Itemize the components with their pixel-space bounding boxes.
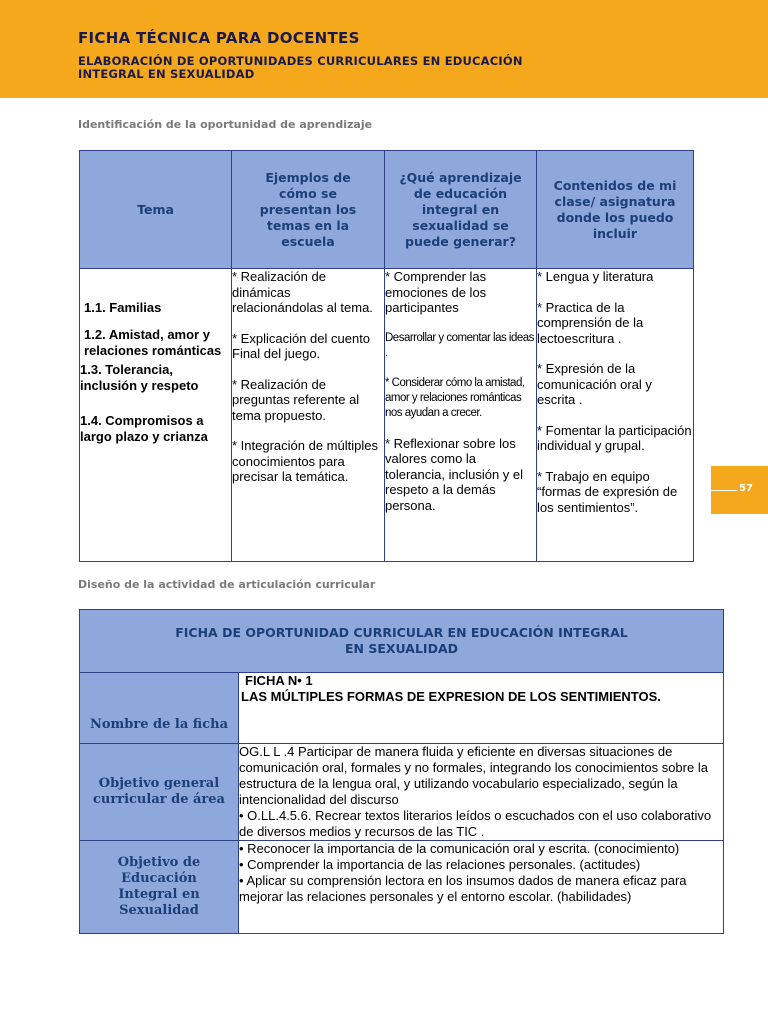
topic-item: 1.2. Amistad, amor y relaciones románticas xyxy=(84,327,222,358)
objetivo-eis-item: • Reconocer la importancia de la comunicación oral y escrita. (conocimiento) xyxy=(239,841,680,856)
curricular-opportunity-table xyxy=(79,609,724,934)
examples-cell xyxy=(232,269,385,562)
section-label-identification: Identificación de la oportunidad de aprendizaje xyxy=(78,118,373,131)
page-header xyxy=(0,0,768,98)
identification-table xyxy=(79,150,694,562)
page-number: 57 xyxy=(739,483,753,494)
content-item: * Practica de la comprensión de la lectoescritura . xyxy=(537,299,644,346)
contents-cell xyxy=(537,269,694,562)
page-subtitle xyxy=(78,55,678,81)
topics-cell xyxy=(80,269,232,562)
topic-item: 1.3. Tolerancia, inclusión y respeto xyxy=(80,362,199,393)
table-title-row xyxy=(80,610,724,673)
page-subtitle-line-1: ELABORACIÓN DE OPORTUNIDADES CURRICULARES EN EDUCACIÓN xyxy=(78,54,523,68)
ficha-name: LAS MÚLTIPLES FORMAS DE EXPRESION DE LOS SENTIMIENTOS. xyxy=(241,689,661,704)
objetivo-general-text: • O.LL.4.5.6. Recrear textos literarios leídos o escuchados con el uso colaborativo de diversos medios y recursos de las TIC . xyxy=(239,808,712,839)
table-title: FICHA DE OPORTUNIDAD CURRICULAR EN EDUCACIÓN INTEGRAL EN SEXUALIDAD xyxy=(80,610,724,673)
table-row xyxy=(80,744,724,841)
content-item: * Lengua y literatura xyxy=(537,269,654,284)
learning-item: * Considerar cómo la amistad, amor y relaciones románticas nos ayudan a crecer. xyxy=(385,376,525,419)
table-header-row xyxy=(80,151,694,269)
content-item: * Fomentar la participación individual y grupal. xyxy=(537,422,692,453)
section-label-design: Diseño de la actividad de articulación curricular xyxy=(78,578,376,591)
objetivo-general-cell xyxy=(239,744,724,841)
objetivo-eis-item: • Aplicar su comprensión lectora en los insumos dados de manera eficaz para mejorar las relaciones personales y el entorno escolar. (habilidades) xyxy=(239,873,687,904)
header-cell-learning: ¿Qué aprendizaje de educación integral en sexualidad se puede generar? xyxy=(385,151,537,269)
example-item: * Realización de preguntas referente al tema propuesto. xyxy=(232,376,360,423)
topic-item: 1.1. Familias xyxy=(84,300,162,315)
learning-item: * Reflexionar sobre los valores como la tolerancia, inclusión y el respeto a la demás persona. xyxy=(385,435,524,513)
table-row xyxy=(80,673,724,744)
topic-item: 1.4. Compromisos a largo plazo y crianza xyxy=(80,413,208,444)
example-item: * Integración de múltiples conocimientos para precisar la temática. xyxy=(232,438,378,484)
learning-item: * Comprender las emociones de los participantes xyxy=(385,269,487,315)
ficha-name-cell xyxy=(239,673,724,744)
table-row xyxy=(80,269,694,562)
objetivo-eis-item: • Comprender la importancia de las relaciones personales. (actitudes) xyxy=(239,857,641,872)
objetivo-general-text: OG.L L .4 Participar de manera fluida y eficiente en diversas situaciones de comunicación oral, formales y no formales, integrando los conocimientos sobre la estructura de la lengua oral, y utilizando vocabulario especializado, según la intencionalidad del discurso xyxy=(239,744,708,807)
learning-cell xyxy=(385,269,537,562)
row-label-objetivo-eis: Objetivo de Educación Integral en Sexualidad xyxy=(80,841,239,934)
header-cell-tema: Tema xyxy=(80,151,232,269)
row-label-objetivo-general: Objetivo general curricular de área xyxy=(80,744,239,841)
objetivo-eis-cell xyxy=(239,841,724,934)
header-cell-contents: Contenidos de mi clase/ asignatura donde los puedo incluir xyxy=(537,151,694,269)
page-subtitle-line-2: INTEGRAL EN SEXUALIDAD xyxy=(78,67,255,81)
example-item: * Explicación del cuento Final del juego. xyxy=(232,330,371,361)
ficha-number: FICHA N• 1 xyxy=(245,673,313,688)
table-row xyxy=(80,841,724,934)
row-label-nombre: Nombre de la ficha xyxy=(80,673,239,744)
page-number-tab xyxy=(711,466,768,514)
learning-item: Desarrollar y comentar las ideas . xyxy=(385,331,534,359)
content-item: * Trabajo en equipo “formas de expresión de los sentimientos”. xyxy=(537,468,678,515)
header-cell-examples: Ejemplos de cómo se presentan los temas en la escuela xyxy=(232,151,385,269)
content-item: * Expresión de la comunicación oral y escrita . xyxy=(537,361,652,407)
page-title: FICHA TÉCNICA PARA DOCENTES xyxy=(78,29,360,47)
page-number-divider xyxy=(711,490,737,491)
example-item: * Realización de dinámicas relacionándolas al tema. xyxy=(232,269,373,315)
